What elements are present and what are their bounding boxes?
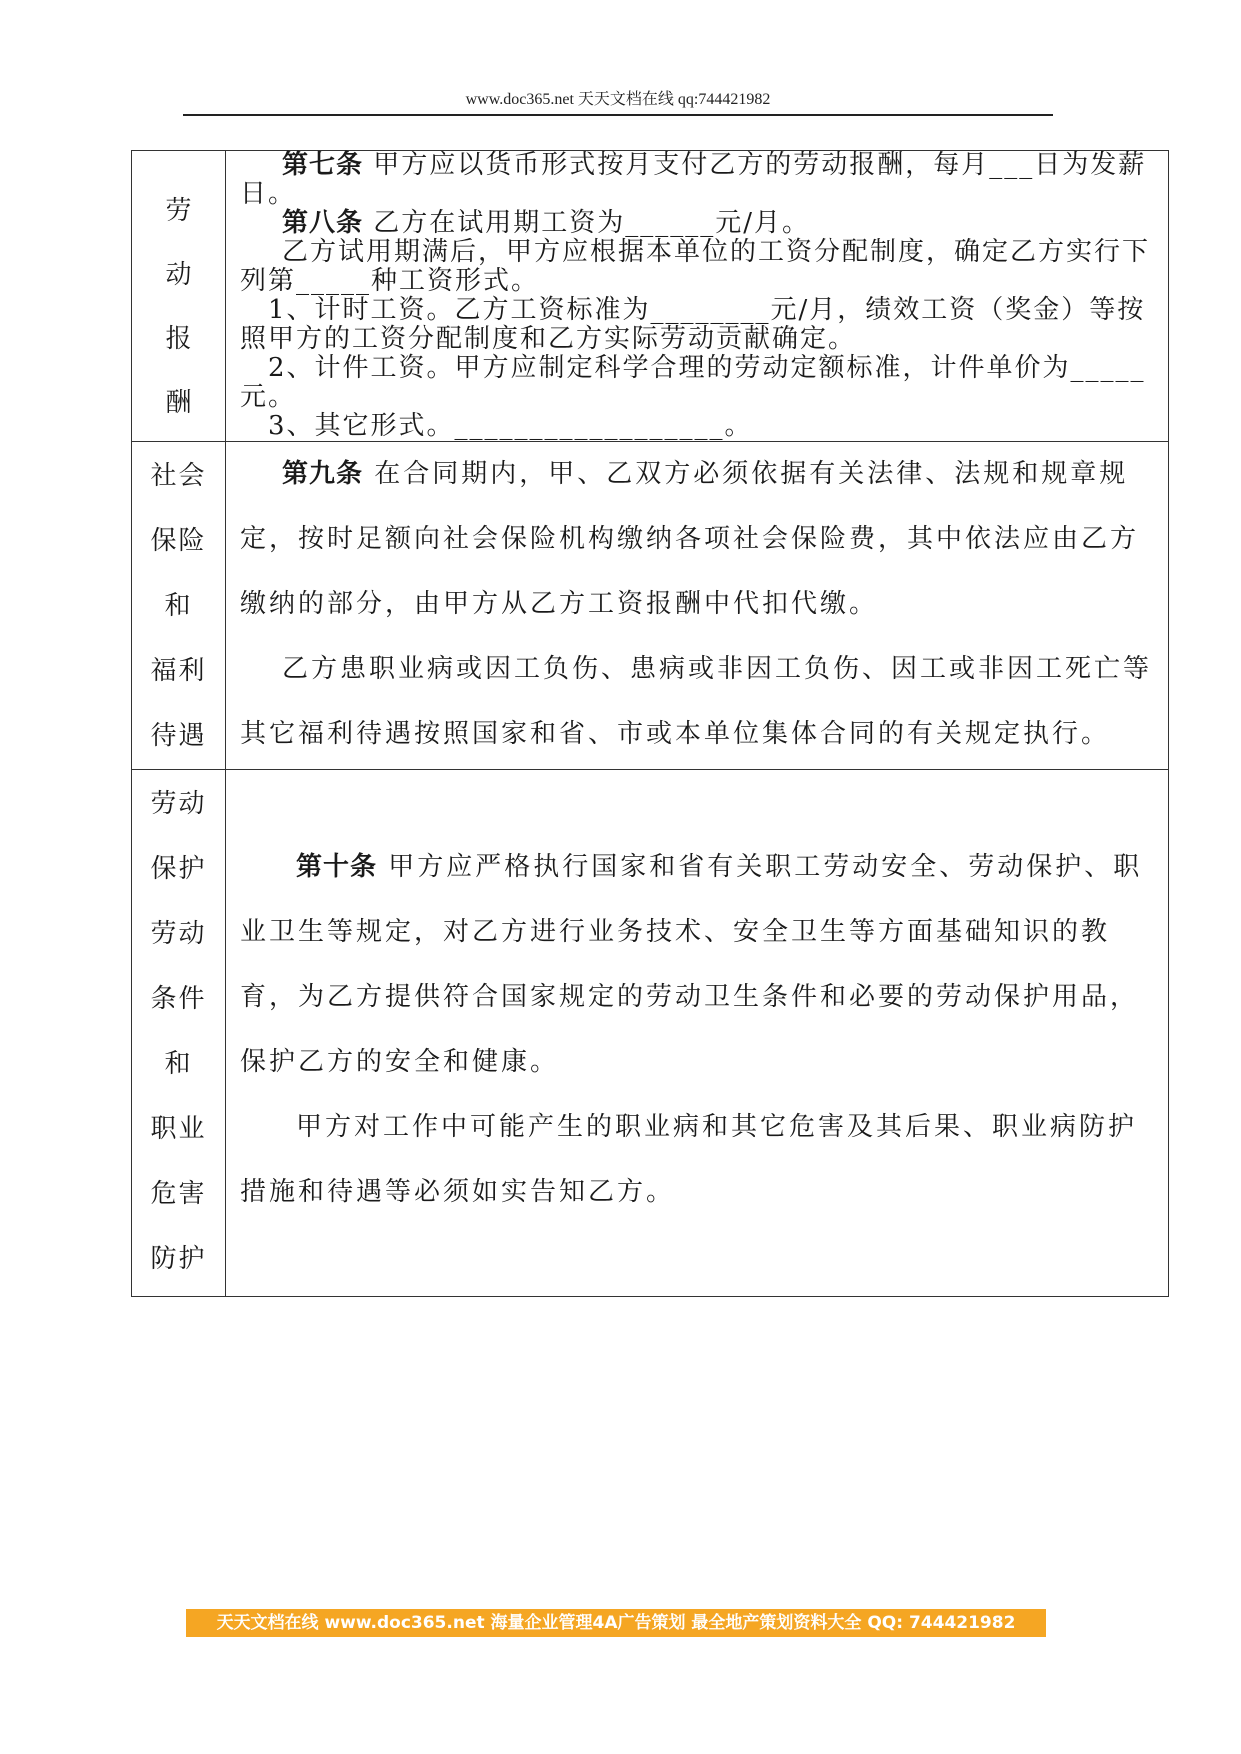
article-number: 第九条 [282,459,364,489]
row-label-line: 和 [164,591,193,621]
article-text: 甲方应严格执行国家和省有关职工劳动安全、劳动保护、职业卫生等规定，对乙方进行业务技术、安全卫生等方面基础知识的教育，为乙方提供符合国家规定的劳动卫生条件和必要的劳动保护用品，保护乙方的安全和健康。 [240,852,1143,1077]
row-label-line: 劳动 [150,919,207,949]
row-label-line: 劳 [165,196,192,226]
row-label-line: 职业 [150,1114,207,1144]
article-number: 第七条 [282,150,364,180]
article-number: 第八条 [282,208,364,238]
row-label-cell [132,442,226,770]
row-label-line: 保险 [150,526,207,556]
page-header: www.doc365.net 天天文档在线 qq:744421982 [465,91,771,108]
article-number: 第十条 [296,852,378,882]
row-label-line: 和 [164,1049,193,1079]
row-label-line: 保护 [150,854,207,884]
paragraph: 乙方患职业病或因工负伤、患病或非因工负伤、因工或非因工死亡等其它福利待遇按照国家和省、市或本单位集体合同的有关规定执行。 [240,654,1153,749]
article-text: 甲方应以货币形式按月支付乙方的劳动报酬，每月___日为发薪日。 [240,150,1147,209]
row-label-line: 待遇 [150,721,207,751]
table-row-labor-protection [132,770,1169,1297]
article-text: 在合同期内，甲、乙双方必须依据有关法律、法规和规章规定，按时足额向社会保险机构缴纳各项社会保险费，其中依法应由乙方缴纳的部分，由甲方从乙方工资报酬中代扣代缴。 [240,459,1140,619]
article-text: 乙方在试用期工资为______元/月。 [363,208,811,238]
row-content-cell [226,442,1169,770]
paragraph: 1、计时工资。乙方工资标准为________元/月，绩效工资（奖金）等按照甲方的工资分配制度和乙方实际劳动贡献确定。 [240,295,1146,354]
row-label-line: 条件 [150,984,207,1014]
row-content-cell [226,151,1169,442]
row-label-cell [132,151,226,442]
header-rule [183,114,1053,116]
paragraph: 乙方试用期满后，甲方应根据本单位的工资分配制度，确定乙方实行下列第_____种工资形式。 [240,237,1151,296]
row-label-line: 酬 [165,388,192,418]
paragraph: 3、其它形式。__________________。 [268,411,753,441]
paragraph: 2、计件工资。甲方应制定科学合理的劳动定额标准，计件单价为_____元。 [240,353,1146,412]
row-label-line: 福利 [150,656,207,686]
row-label-cell [132,770,226,1297]
footer-banner: 天天文档在线 www.doc365.net 海量企业管理4A广告策划 最全地产策划资料大全 QQ: 744421982 [186,1609,1046,1637]
row-label-line: 危害 [150,1179,207,1209]
table-row-social-insurance [132,442,1169,770]
row-label-line: 社会 [150,461,207,491]
row-label-line: 报 [165,324,192,354]
row-content-cell [226,770,1169,1297]
contract-table [131,150,1169,1297]
row-label-line: 防护 [150,1244,207,1274]
row-label-line: 动 [165,260,192,290]
paragraph: 甲方对工作中可能产生的职业病和其它危害及其后果、职业病防护措施和待遇等必须如实告知乙方。 [240,1112,1138,1207]
table-row-labor-remuneration [132,151,1169,442]
row-label-line: 劳动 [150,789,207,819]
